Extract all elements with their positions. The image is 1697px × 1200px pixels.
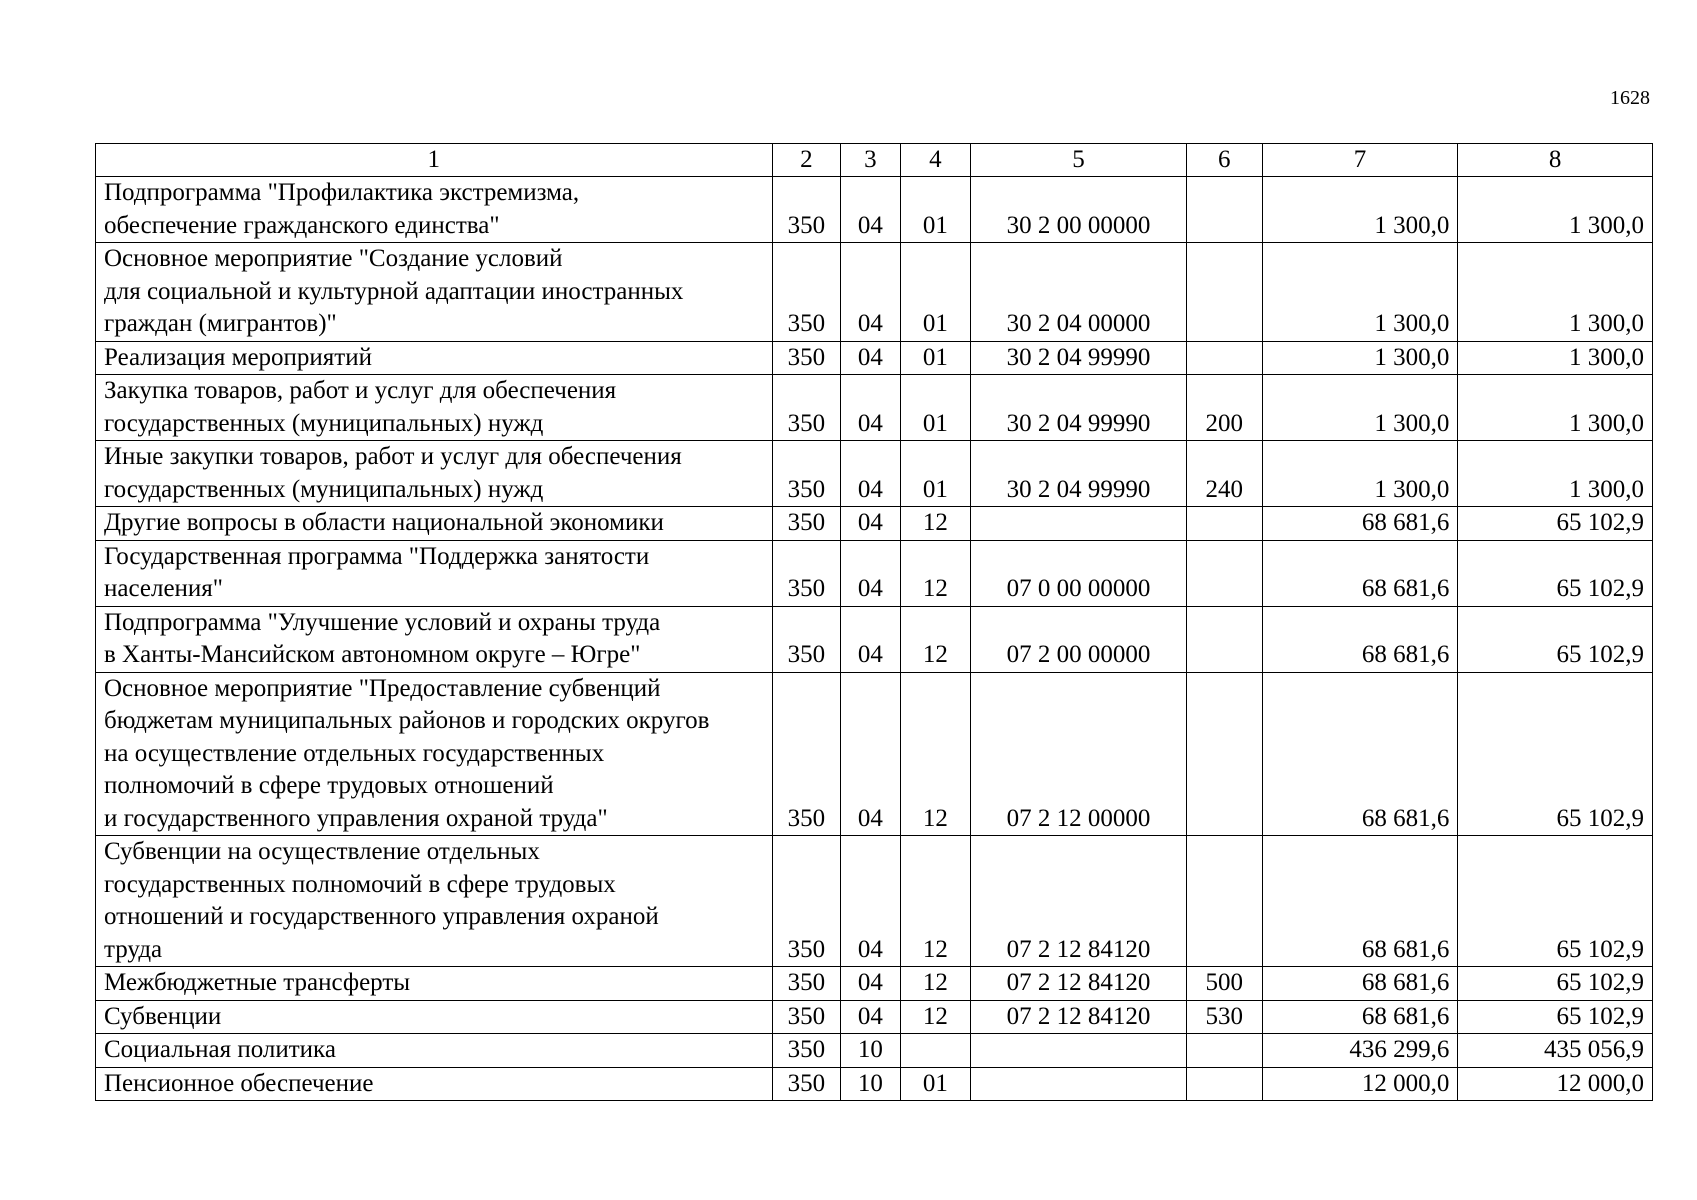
subsection-cell: 01	[900, 375, 971, 441]
amount-cell: 65 102,9	[1458, 507, 1653, 541]
target-code-cell: 30 2 00 00000	[971, 177, 1186, 243]
column-header: 7	[1262, 144, 1458, 177]
amount-cell: 12 000,0	[1458, 1067, 1653, 1101]
code-admin-cell: 350	[772, 540, 841, 606]
amount-cell: 65 102,9	[1458, 672, 1653, 836]
table-row	[96, 1067, 1653, 1101]
target-code-cell: 30 2 04 00000	[971, 243, 1186, 342]
table-row	[96, 1034, 1653, 1068]
code-admin-cell: 350	[772, 1067, 841, 1101]
row-name-cell: Социальная политика	[96, 1034, 773, 1068]
table-row	[96, 540, 1653, 606]
amount-cell: 65 102,9	[1458, 606, 1653, 672]
column-header: 8	[1458, 144, 1653, 177]
amount-cell: 1 300,0	[1262, 243, 1458, 342]
budget-table	[95, 143, 1653, 1101]
amount-cell: 68 681,6	[1262, 606, 1458, 672]
expense-type-cell	[1186, 606, 1262, 672]
row-name-cell: Межбюджетные трансферты	[96, 967, 773, 1001]
subsection-cell: 12	[900, 540, 971, 606]
expense-type-cell	[1186, 672, 1262, 836]
section-cell: 04	[841, 341, 900, 375]
subsection-cell: 12	[900, 672, 971, 836]
page-number: 1628	[1610, 87, 1650, 109]
amount-cell: 435 056,9	[1458, 1034, 1653, 1068]
amount-cell: 1 300,0	[1262, 341, 1458, 375]
section-cell: 04	[841, 441, 900, 507]
section-cell: 04	[841, 375, 900, 441]
subsection-cell: 12	[900, 1000, 971, 1034]
code-admin-cell: 350	[772, 507, 841, 541]
header-row	[96, 144, 1653, 177]
amount-cell: 65 102,9	[1458, 967, 1653, 1001]
column-header: 3	[841, 144, 900, 177]
target-code-cell: 07 2 12 84120	[971, 836, 1186, 967]
amount-cell: 1 300,0	[1458, 375, 1653, 441]
target-code-cell: 07 2 00 00000	[971, 606, 1186, 672]
amount-cell: 436 299,6	[1262, 1034, 1458, 1068]
table-row	[96, 606, 1653, 672]
code-admin-cell: 350	[772, 341, 841, 375]
table-row	[96, 375, 1653, 441]
amount-cell: 65 102,9	[1458, 1000, 1653, 1034]
expense-type-cell: 200	[1186, 375, 1262, 441]
row-name-cell: Основное мероприятие "Создание условий для социальной и культурной адаптации иностранных граждан (мигрантов)"	[96, 243, 773, 342]
target-code-cell: 07 2 12 84120	[971, 1000, 1186, 1034]
subsection-cell	[900, 1034, 971, 1068]
row-name-cell: Субвенции на осуществление отдельных государственных полномочий в сфере трудовых отношений и государственного управления охраной труда	[96, 836, 773, 967]
expense-type-cell	[1186, 836, 1262, 967]
expense-type-cell	[1186, 243, 1262, 342]
row-name-cell: Субвенции	[96, 1000, 773, 1034]
code-admin-cell: 350	[772, 672, 841, 836]
row-name-cell: Закупка товаров, работ и услуг для обеспечения государственных (муниципальных) нужд	[96, 375, 773, 441]
code-admin-cell: 350	[772, 375, 841, 441]
expense-type-cell	[1186, 540, 1262, 606]
subsection-cell: 01	[900, 177, 971, 243]
target-code-cell: 30 2 04 99990	[971, 341, 1186, 375]
amount-cell: 1 300,0	[1458, 441, 1653, 507]
subsection-cell: 12	[900, 606, 971, 672]
section-cell: 04	[841, 243, 900, 342]
target-code-cell: 07 2 12 00000	[971, 672, 1186, 836]
amount-cell: 1 300,0	[1458, 177, 1653, 243]
code-admin-cell: 350	[772, 836, 841, 967]
table-row	[96, 1000, 1653, 1034]
amount-cell: 68 681,6	[1262, 967, 1458, 1001]
column-header: 6	[1186, 144, 1262, 177]
expense-type-cell	[1186, 507, 1262, 541]
code-admin-cell: 350	[772, 1000, 841, 1034]
row-name-cell: Пенсионное обеспечение	[96, 1067, 773, 1101]
row-name-cell: Основное мероприятие "Предоставление субвенций бюджетам муниципальных районов и городских округов на осуществление отдельных государственных полномочий в сфере трудовых отношений и государственного управления охраной труда"	[96, 672, 773, 836]
target-code-cell: 30 2 04 99990	[971, 375, 1186, 441]
amount-cell: 1 300,0	[1262, 375, 1458, 441]
code-admin-cell: 350	[772, 606, 841, 672]
row-name-cell: Государственная программа "Поддержка занятости населения"	[96, 540, 773, 606]
code-admin-cell: 350	[772, 243, 841, 342]
code-admin-cell: 350	[772, 967, 841, 1001]
amount-cell: 1 300,0	[1262, 441, 1458, 507]
expense-type-cell	[1186, 341, 1262, 375]
row-name-cell: Подпрограмма "Профилактика экстремизма, обеспечение гражданского единства"	[96, 177, 773, 243]
target-code-cell: 07 0 00 00000	[971, 540, 1186, 606]
amount-cell: 12 000,0	[1262, 1067, 1458, 1101]
table-row	[96, 967, 1653, 1001]
table-row	[96, 177, 1653, 243]
row-name-cell: Подпрограмма "Улучшение условий и охраны труда в Ханты-Мансийском автономном округе – Югре"	[96, 606, 773, 672]
subsection-cell: 12	[900, 836, 971, 967]
amount-cell: 65 102,9	[1458, 540, 1653, 606]
subsection-cell: 01	[900, 441, 971, 507]
code-admin-cell: 350	[772, 441, 841, 507]
expense-type-cell: 500	[1186, 967, 1262, 1001]
subsection-cell: 01	[900, 1067, 971, 1101]
amount-cell: 1 300,0	[1458, 341, 1653, 375]
table-row	[96, 341, 1653, 375]
amount-cell: 65 102,9	[1458, 836, 1653, 967]
table-body	[96, 177, 1653, 1101]
amount-cell: 68 681,6	[1262, 1000, 1458, 1034]
section-cell: 04	[841, 967, 900, 1001]
section-cell: 04	[841, 836, 900, 967]
expense-type-cell: 530	[1186, 1000, 1262, 1034]
column-header: 2	[772, 144, 841, 177]
code-admin-cell: 350	[772, 1034, 841, 1068]
expense-type-cell: 240	[1186, 441, 1262, 507]
section-cell: 04	[841, 177, 900, 243]
section-cell: 04	[841, 540, 900, 606]
amount-cell: 68 681,6	[1262, 507, 1458, 541]
section-cell: 04	[841, 606, 900, 672]
table-row	[96, 836, 1653, 967]
column-header: 5	[971, 144, 1186, 177]
row-name-cell: Иные закупки товаров, работ и услуг для обеспечения государственных (муниципальных) нужд	[96, 441, 773, 507]
code-admin-cell: 350	[772, 177, 841, 243]
subsection-cell: 01	[900, 341, 971, 375]
target-code-cell	[971, 507, 1186, 541]
section-cell: 04	[841, 1000, 900, 1034]
section-cell: 04	[841, 507, 900, 541]
amount-cell: 68 681,6	[1262, 540, 1458, 606]
expense-type-cell	[1186, 1034, 1262, 1068]
target-code-cell: 07 2 12 84120	[971, 967, 1186, 1001]
section-cell: 10	[841, 1067, 900, 1101]
table-row	[96, 441, 1653, 507]
expense-type-cell	[1186, 177, 1262, 243]
target-code-cell: 30 2 04 99990	[971, 441, 1186, 507]
row-name-cell: Реализация мероприятий	[96, 341, 773, 375]
column-header: 4	[900, 144, 971, 177]
column-header: 1	[96, 144, 773, 177]
amount-cell: 1 300,0	[1262, 177, 1458, 243]
amount-cell: 1 300,0	[1458, 243, 1653, 342]
table-row	[96, 507, 1653, 541]
subsection-cell: 12	[900, 967, 971, 1001]
target-code-cell	[971, 1034, 1186, 1068]
section-cell: 04	[841, 672, 900, 836]
expense-type-cell	[1186, 1067, 1262, 1101]
section-cell: 10	[841, 1034, 900, 1068]
amount-cell: 68 681,6	[1262, 836, 1458, 967]
subsection-cell: 12	[900, 507, 971, 541]
table-row	[96, 243, 1653, 342]
table-row	[96, 672, 1653, 836]
row-name-cell: Другие вопросы в области национальной экономики	[96, 507, 773, 541]
amount-cell: 68 681,6	[1262, 672, 1458, 836]
target-code-cell	[971, 1067, 1186, 1101]
subsection-cell: 01	[900, 243, 971, 342]
